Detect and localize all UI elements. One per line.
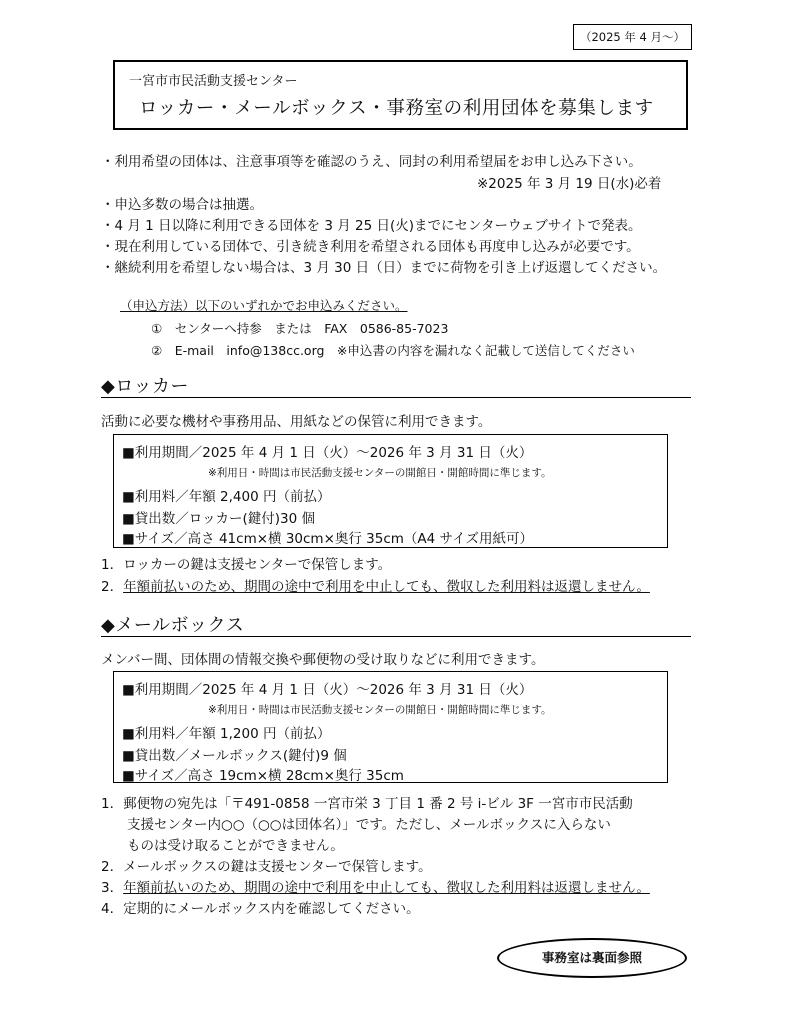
- locker-period: ■利用期間／2025 年 4 月 1 日（火）～2026 年 3 月 31 日（火）: [122, 445, 533, 461]
- locker-count: ■貸出数／ロッカー(鍵付)30 個: [122, 511, 315, 527]
- intro-line-5: ・継続利用を希望しない場合は、3 月 30 日（日）までに荷物を引き上げ返還してください。: [101, 260, 667, 276]
- apply-heading: （申込方法）以下のいずれかでお申込みください。: [120, 298, 408, 313]
- mailbox-heading: ◆メールボックス: [101, 615, 245, 636]
- locker-note-1: 1．ロッカーの鍵は支援センターで保管します。: [101, 557, 392, 573]
- mailbox-note-1-line-1: 1．郵便物の宛先は「〒491-0858 一宮市栄 3 丁目 1 番 2 号 i-ビル 3F 一宮市市民活動: [101, 796, 633, 812]
- intro-line-3: ・4 月 1 日以降に利用できる団体を 3 月 25 日(火)までにセンターウェブサイトで発表。: [101, 218, 642, 234]
- mailbox-note-3-text: 年額前払いのため、期間の途中で利用を中止しても、徴収した利用料は返還しません。: [123, 880, 650, 896]
- organization-name: 一宮市市民活動支援センター: [129, 74, 298, 89]
- mailbox-info-box: [113, 671, 668, 783]
- mailbox-size: ■サイズ／高さ 19cm×横 28cm×奥行 35cm: [122, 768, 404, 784]
- locker-note-2-number: 2．: [101, 579, 124, 595]
- mailbox-note-3: [101, 876, 650, 896]
- locker-fee: ■利用料／年額 2,400 円（前払）: [122, 489, 331, 505]
- mailbox-description: メンバー間、団体間の情報交換や郵便物の受け取りなどに利用できます。: [101, 652, 545, 668]
- mailbox-period: ■利用期間／2025 年 4 月 1 日（火）～2026 年 3 月 31 日（火）: [122, 682, 533, 698]
- mailbox-note-2: 2．メールボックスの鍵は支援センターで保管します。: [101, 859, 432, 875]
- office-reference-oval: 事務室は裏面参照: [497, 938, 687, 978]
- locker-info-box: [113, 434, 668, 548]
- intro-line-4: ・現在利用している団体で、引き続き利用を希望される団体も再度申し込みが必要です。: [101, 239, 640, 255]
- intro-line-1: ・利用希望の団体は、注意事項等を確認のうえ、同封の利用希望届をお申し込み下さい。: [101, 154, 642, 170]
- deadline-note: ※2025 年 3 月 19 日(水)必着: [477, 176, 662, 192]
- locker-note-2-text: 年額前払いのため、期間の途中で利用を中止しても、徴収した利用料は返還しません。: [123, 579, 650, 595]
- locker-note-2: [101, 575, 650, 595]
- apply-method-1: ① センターへ持参 または FAX 0586-85-7023: [151, 321, 449, 336]
- mailbox-note-3-number: 3．: [101, 880, 124, 896]
- mailbox-note-1-line-3: ものは受け取ることができません。: [127, 838, 344, 854]
- locker-size: ■サイズ／高さ 41cm×横 30cm×奥行 35cm（A4 サイズ用紙可）: [122, 531, 533, 547]
- mailbox-fee: ■利用料／年額 1,200 円（前払）: [122, 726, 331, 742]
- apply-method-2: ② E-mail info@138cc.org ※申込書の内容を漏れなく記載して送信してください: [151, 343, 635, 358]
- title-box: [113, 60, 688, 130]
- intro-line-2: ・申込多数の場合は抽選。: [101, 197, 263, 213]
- locker-heading-rule: [101, 397, 691, 398]
- mailbox-period-note: ※利用日・時間は市民活動支援センターの開館日・開館時間に準じます。: [208, 704, 552, 716]
- mailbox-count: ■貸出数／メールボックス(鍵付)9 個: [122, 748, 347, 764]
- locker-description: 活動に必要な機材や事務用品、用紙などの保管に利用できます。: [101, 414, 492, 430]
- mailbox-note-4: 4．定期的にメールボックス内を確認してください。: [101, 901, 420, 917]
- page-title: ロッカー・メールボックス・事務室の利用団体を募集します: [139, 98, 654, 119]
- date-badge: （2025 年 4 月～）: [573, 24, 692, 50]
- mailbox-note-1-line-2: 支援センター内○○（○○は団体名）」です。ただし、メールボックスに入らない: [127, 817, 611, 833]
- locker-period-note: ※利用日・時間は市民活動支援センターの開館日・開館時間に準じます。: [208, 467, 552, 479]
- locker-heading: ◆ロッカー: [101, 376, 189, 397]
- mailbox-heading-rule: [101, 636, 691, 637]
